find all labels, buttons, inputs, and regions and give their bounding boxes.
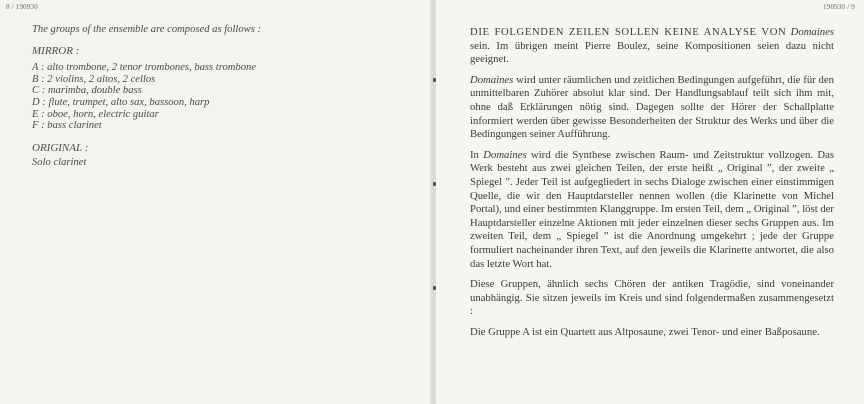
work-title: Domaines xyxy=(470,73,514,86)
work-title: Domaines xyxy=(790,26,834,38)
left-page-folio: 8 / 190930 xyxy=(6,3,38,11)
group-item-a: A : alto trombone, 2 tenor trombones, bass trombone xyxy=(32,62,257,74)
group-item-b: B : 2 violins, 2 altos, 2 cellos xyxy=(32,73,156,85)
paragraph-1 xyxy=(470,26,834,67)
opening-caps: DIE FOLGENDEN ZEILEN SOLLEN KEINE ANALYSE VON xyxy=(470,26,787,38)
right-page-folio: 190930 / 9 xyxy=(823,3,855,11)
groups-intro: The groups of the ensemble are composed as follows : xyxy=(32,24,262,35)
paragraph-2-text: wird unter räumlichen und zeitlichen Bedingungen aufgeführt, die für den unmittelbaren Zuhörer absolut klar sind. Der Handlungsablauf teilt sich ihm mit, ohne daß Erklärungen nötig sind. Dagegen sollte der Hörer der Schallplatte informiert werden über gewisse Besonderheiten der Struktur des Werks und über die Bedingungen seiner Aufführung. xyxy=(470,73,834,141)
group-item-e: E : oboe, horn, electric guitar xyxy=(32,108,159,120)
original-heading: ORIGINAL : xyxy=(32,141,89,154)
ensemble-groups-section xyxy=(32,24,422,169)
group-item-f: F : bass clarinet xyxy=(32,120,102,132)
paragraph-1-text: sein. Im übrigen meint Pierre Boulez, seine Kompositionen seien dazu nicht geeignet. xyxy=(470,39,834,66)
mirror-heading: MIRROR : xyxy=(32,44,80,57)
original-solo-text: Solo clarinet xyxy=(32,157,87,169)
mirror-groups-list xyxy=(32,62,422,132)
group-item-d: D : flute, trumpet, alto sax, bassoon, harp xyxy=(32,96,210,108)
paragraph-5: Die Gruppe A ist ein Quartett aus Altposaune, zwei Tenor- und einer Baßposaune. xyxy=(470,325,820,338)
paragraph-3 xyxy=(470,149,834,271)
paragraph-4: Diese Gruppen, ähnlich sechs Chören der antiken Tragödie, sind voneinander unabhängig. Sie sitzen jeweils im Kreis und sind folgendermaßen zusammengesetzt : xyxy=(470,278,834,318)
paragraph-2 xyxy=(470,74,834,142)
group-item-c: C : marimba, double bass xyxy=(32,85,142,97)
paragraph-3-text: wird die Synthese zwischen Raum- und Zeitstruktur vollzogen. Das Werk besteht aus zwei gleichen Teilen, der erste heißt „ Original ”, der zweite „ Spiegel ”. Jeder Teil ist aufgegliedert in sechs Dialoge zwischen einer einstimmigen Quelle, die wir den Hauptdarsteller nennen wollen (die Klarinette von Michel Portal), und einer bestimmten Klanggruppe. Im ersten Teil, dem „ Original ”, löst der Hauptdarsteller einzelne Aktionen mit jeder einzelnen dieser sechs Gruppen aus. Im zweiten Teil, dem „ Spiegel ” ist die Anordnung umgekehrt ; jede der Gruppe formuliert nacheinander ihren Text, auf den jeweils die Klarinette antwortet, die also das letzte Wort hat. xyxy=(470,148,834,270)
work-title: Domaines xyxy=(483,148,527,161)
paragraph-3-start: In xyxy=(470,148,484,161)
german-liner-notes xyxy=(470,26,834,346)
